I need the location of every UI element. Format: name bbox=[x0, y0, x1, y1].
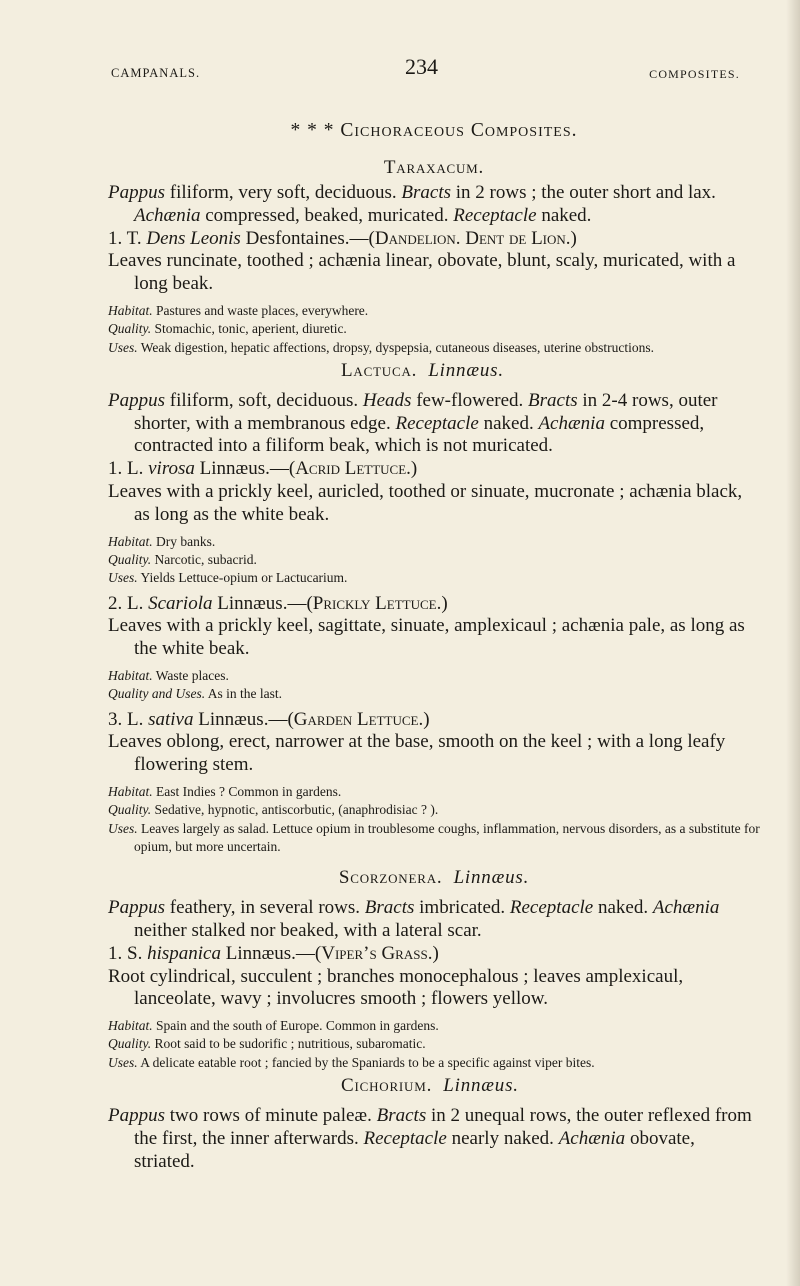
species-close: ) bbox=[441, 592, 448, 614]
species-author: Linnæus.—( bbox=[212, 592, 313, 614]
char-term: Pappus bbox=[108, 182, 165, 203]
species-note bbox=[108, 302, 760, 320]
species-close: ) bbox=[432, 942, 439, 964]
note-label: Uses. bbox=[108, 570, 138, 586]
species-heading bbox=[108, 709, 760, 732]
species-number: 3. L. bbox=[108, 708, 144, 730]
species-note bbox=[108, 1017, 760, 1035]
char-text: feathery, in several rows. bbox=[165, 897, 365, 919]
note-label: Habitat. bbox=[108, 667, 153, 683]
page-number: 234 bbox=[405, 54, 438, 79]
section-title-text: Cichoraceous Composites. bbox=[340, 120, 578, 141]
char-text: filiform, soft, deciduous. bbox=[165, 389, 363, 411]
char-term: Achænia bbox=[652, 897, 720, 919]
note-text: Sedative, hypnotic, antiscorbutic, (anaphrodisiac ? ). bbox=[151, 802, 439, 818]
genus-characters-cichorium bbox=[108, 1105, 760, 1173]
char-text: naked. bbox=[536, 204, 592, 226]
header-left: CAMPANALS. bbox=[111, 66, 201, 80]
genus-authority: Linnæus. bbox=[453, 867, 530, 889]
species-note bbox=[108, 801, 760, 819]
note-label: Quality. bbox=[108, 802, 152, 818]
note-text: Stomachic, tonic, aperient, diuretic. bbox=[151, 321, 347, 337]
char-term: Pappus bbox=[108, 389, 165, 411]
species-author: Desfontaines.—( bbox=[240, 227, 375, 249]
genus-name: Taraxacum. bbox=[383, 157, 485, 178]
species-name: Dens Leonis bbox=[146, 227, 241, 249]
note-label: Quality and Uses. bbox=[108, 686, 206, 702]
section-stars: * * * bbox=[290, 120, 335, 141]
header-right: COMPOSITES. bbox=[649, 67, 740, 81]
species-number: 2. L. bbox=[108, 592, 144, 614]
char-text: obovate, striated. bbox=[134, 1127, 695, 1172]
note-text: Narcotic, subacrid. bbox=[151, 551, 257, 567]
species-note bbox=[108, 783, 760, 801]
species-note bbox=[108, 820, 760, 857]
note-label: Uses. bbox=[108, 1054, 138, 1070]
char-text: in 2-4 rows, outer shorter, with a membranous edge. bbox=[134, 389, 718, 434]
species-common-name: Viper’s Grass. bbox=[321, 942, 433, 964]
species-close: ) bbox=[570, 227, 577, 249]
char-term: Receptacle bbox=[395, 412, 479, 434]
char-term: Receptacle bbox=[453, 204, 537, 226]
note-label: Quality. bbox=[108, 551, 152, 567]
note-text: Leaves largely as salad. Lettuce opium in troublesome coughs, inflammation, nervous disorders, as a substitute for opium, but more uncertain. bbox=[134, 820, 760, 854]
note-label: Habitat. bbox=[108, 533, 153, 549]
char-term: Receptacle bbox=[363, 1127, 447, 1149]
char-term: Achænia bbox=[538, 412, 605, 434]
char-text: few-flowered. bbox=[411, 389, 529, 411]
section-title bbox=[108, 118, 760, 144]
note-text: A delicate eatable root ; fancied by the Spaniards to be a specific against viper bites. bbox=[137, 1054, 595, 1070]
char-text: compressed, beaked, muricated. bbox=[200, 204, 454, 226]
note-text: Pastures and waste places, everywhere. bbox=[152, 302, 369, 318]
species-description: Leaves oblong, erect, narrower at the base, smooth on the keel ; with a long leafy flowering stem. bbox=[108, 731, 726, 776]
char-term: Pappus bbox=[108, 897, 165, 919]
char-text: imbricated. bbox=[414, 897, 510, 919]
species-note bbox=[108, 685, 760, 703]
species-number: 1. S. bbox=[108, 942, 143, 964]
note-label: Uses. bbox=[108, 339, 138, 355]
species-name: Scariola bbox=[148, 592, 213, 614]
species-name: virosa bbox=[148, 458, 195, 480]
genus-name: Lactuca. bbox=[341, 359, 418, 381]
species-description: Leaves with a prickly keel, auricled, toothed or sinuate, mucronate ; achænia black, as long as the white beak. bbox=[108, 481, 743, 525]
species-name: sativa bbox=[148, 708, 194, 730]
species-name: hispanica bbox=[147, 942, 221, 964]
species-note bbox=[108, 569, 760, 587]
char-text: filiform, very soft, deciduous. bbox=[165, 182, 402, 203]
species-note bbox=[108, 339, 760, 357]
char-term: Receptacle bbox=[509, 897, 594, 919]
char-text: in 2 unequal rows, the outer reflexed from the first, the inner afterwards. bbox=[134, 1104, 752, 1149]
species-note bbox=[108, 533, 760, 551]
species-close: ) bbox=[423, 708, 430, 730]
note-text: Yields Lettuce-opium or Lactucarium. bbox=[137, 570, 348, 586]
species-common-name: Acrid Lettuce. bbox=[295, 458, 411, 480]
species-description: Leaves with a prickly keel, sagittate, sinuate, amplexicaul ; achænia pale, as long as the white beak. bbox=[108, 615, 745, 660]
species-author: Linnæus.—( bbox=[194, 458, 296, 480]
page-content bbox=[108, 118, 760, 1173]
char-text: in 2 rows ; the outer short and lax. bbox=[451, 182, 716, 203]
species-note bbox=[108, 1035, 760, 1053]
genus-heading-taraxacum bbox=[108, 154, 760, 182]
char-term: Bracts bbox=[401, 182, 452, 203]
genus-heading-scorzonera bbox=[108, 864, 760, 892]
note-label: Uses. bbox=[108, 820, 138, 836]
species-note bbox=[108, 551, 760, 569]
species-close: ) bbox=[410, 458, 418, 480]
genus-characters-taraxacum bbox=[108, 182, 760, 228]
genus-characters-lactuca bbox=[108, 390, 760, 458]
species-number: 1. T. bbox=[108, 227, 142, 249]
char-text: nearly naked. bbox=[446, 1127, 559, 1149]
char-text: two rows of minute paleæ. bbox=[165, 1104, 377, 1126]
species-heading bbox=[108, 593, 760, 616]
char-term: Bracts bbox=[376, 1104, 427, 1126]
note-text: Spain and the south of Europe. Common in gardens. bbox=[152, 1018, 439, 1034]
species-description: Root cylindrical, succulent ; branches monocephalous ; leaves amplexicaul, lanceolate, wavy ; involucres smooth ; flowers yellow. bbox=[108, 965, 684, 1010]
species-note bbox=[108, 320, 760, 338]
note-label: Habitat. bbox=[108, 783, 153, 799]
char-text: naked. bbox=[478, 412, 539, 434]
char-term: Achænia bbox=[558, 1127, 626, 1149]
species-author: Linnæus.—( bbox=[220, 942, 322, 964]
char-term: Pappus bbox=[108, 1104, 165, 1126]
species-heading bbox=[108, 458, 760, 481]
genus-name: Cichorium. bbox=[341, 1074, 433, 1096]
char-text: neither stalked nor beaked, with a lateral scar. bbox=[134, 919, 482, 941]
species-note bbox=[108, 667, 760, 685]
species-common-name: Garden Lettuce. bbox=[293, 708, 424, 730]
species-author: Linnæus.—( bbox=[193, 708, 294, 730]
note-text: Root said to be sudorific ; nutritious, subaromatic. bbox=[151, 1036, 426, 1052]
species-heading bbox=[108, 228, 760, 251]
species-common-name: Dandelion. Dent de Lion. bbox=[374, 227, 571, 249]
genus-name: Scorzonera. bbox=[338, 867, 443, 889]
species-common-name: Prickly Lettuce. bbox=[312, 592, 442, 614]
species-description: Leaves runcinate, toothed ; achænia linear, obovate, blunt, scaly, muricated, with a long beak. bbox=[108, 250, 736, 295]
note-text: As in the last. bbox=[205, 686, 282, 702]
char-term: Achænia bbox=[134, 204, 201, 226]
species-heading bbox=[108, 943, 760, 966]
note-label: Habitat. bbox=[108, 302, 153, 318]
genus-authority: Linnæus. bbox=[443, 1074, 519, 1096]
species-number: 1. L. bbox=[108, 458, 144, 480]
note-label: Habitat. bbox=[108, 1018, 153, 1034]
char-term: Bracts bbox=[364, 897, 415, 919]
running-head bbox=[111, 54, 740, 84]
genus-authority: Linnæus. bbox=[428, 359, 504, 381]
note-label: Quality. bbox=[108, 321, 152, 337]
page-edge-shadow bbox=[786, 0, 800, 1286]
char-term: Heads bbox=[362, 389, 412, 411]
char-term: Bracts bbox=[528, 389, 578, 411]
genus-characters-scorzonera bbox=[108, 897, 760, 943]
note-text: Weak digestion, hepatic affections, dropsy, dyspepsia, cutaneous diseases, uterine obstructions. bbox=[137, 339, 655, 355]
char-text: naked. bbox=[593, 897, 653, 919]
note-text: East Indies ? Common in gardens. bbox=[152, 783, 342, 799]
char-text: compressed, contracted into a filiform beak, which is not muricated. bbox=[134, 412, 705, 457]
genus-heading-cichorium bbox=[108, 1072, 760, 1100]
note-text: Dry banks. bbox=[152, 533, 216, 549]
note-text: Waste places. bbox=[152, 667, 229, 683]
note-label: Quality. bbox=[108, 1036, 152, 1052]
species-note bbox=[108, 1054, 760, 1072]
genus-heading-lactuca bbox=[108, 357, 760, 385]
